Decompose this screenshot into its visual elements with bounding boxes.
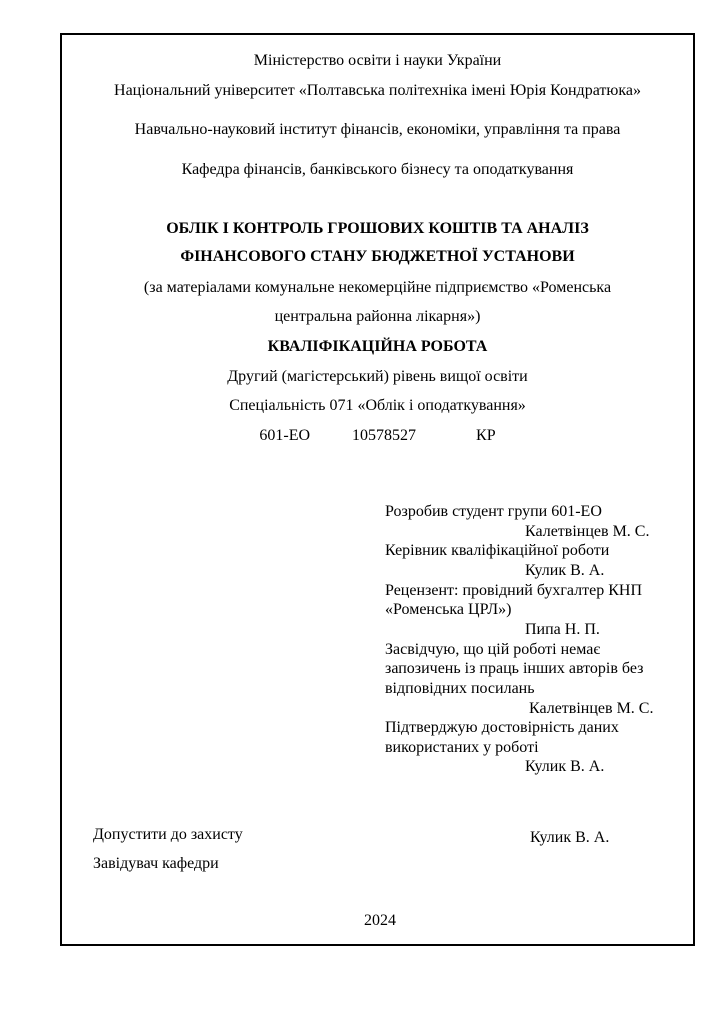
signature-text: Керівник кваліфікаційної роботи	[385, 542, 610, 559]
signature-name: Калетвінцев М. С.	[525, 523, 650, 540]
work-type: КВАЛІФІКАЦІЙНА РОБОТА	[267, 338, 488, 355]
work-code	[60, 426, 695, 446]
admit-to-defense: Допустити до захисту	[93, 826, 243, 843]
signature-text: Засвідчую, що цій роботі немає	[385, 641, 601, 658]
signature-name: Кулик В. А.	[525, 758, 605, 775]
specialty: Спеціальність 071 «Облік і оподаткування»	[229, 397, 526, 414]
signature-text: Рецензент: провідний бухгалтер КНП	[385, 582, 643, 599]
title-line-1: ОБЛІК І КОНТРОЛЬ ГРОШОВИХ КОШТІВ ТА АНАЛІЗ	[166, 220, 589, 237]
university: Національний університет «Полтавська політехніка імені Юрія Кондратюка»	[114, 82, 641, 99]
group-code: 601-ЕО	[259, 427, 311, 444]
signature-text: «Роменська ЦРЛ»)	[385, 601, 512, 618]
year: 2024	[364, 912, 396, 929]
signature-name: Кулик В. А.	[525, 562, 605, 579]
title-line-2: ФІНАНСОВОГО СТАНУ БЮДЖЕТНОЇ УСТАНОВИ	[180, 248, 575, 265]
ministry: Міністерство освіти і науки України	[253, 52, 502, 69]
signature-text: використаних у роботі	[385, 739, 539, 756]
signature-text: Розробив студент групи 601-ЕО	[385, 503, 602, 520]
department: Кафедра фінансів, банківського бізнесу та оподаткування	[181, 161, 574, 178]
signature-name: Пипа Н. П.	[525, 621, 600, 638]
signature-text: відповідних посилань	[385, 680, 535, 697]
work-type-code: КР	[476, 427, 496, 444]
subtitle-line-1: (за матеріалами комунальне некомерційне підприємство «Роменська	[143, 279, 612, 296]
signature-name: Калетвінцев М. С.	[529, 700, 654, 717]
admit-name: Кулик В. А.	[530, 829, 610, 846]
subtitle-line-2: центральна районна лікарня»)	[274, 308, 481, 325]
student-number: 10578527	[352, 427, 417, 444]
education-level: Другий (магістерський) рівень вищої освіти	[227, 368, 528, 385]
signature-text: Підтверджую достовірність даних	[385, 719, 619, 736]
signature-text: запозичень із праць інших авторів без	[385, 660, 644, 677]
head-of-department: Завідувач кафедри	[93, 855, 219, 872]
institute: Навчально-науковий інститут фінансів, економіки, управління та права	[134, 121, 621, 138]
